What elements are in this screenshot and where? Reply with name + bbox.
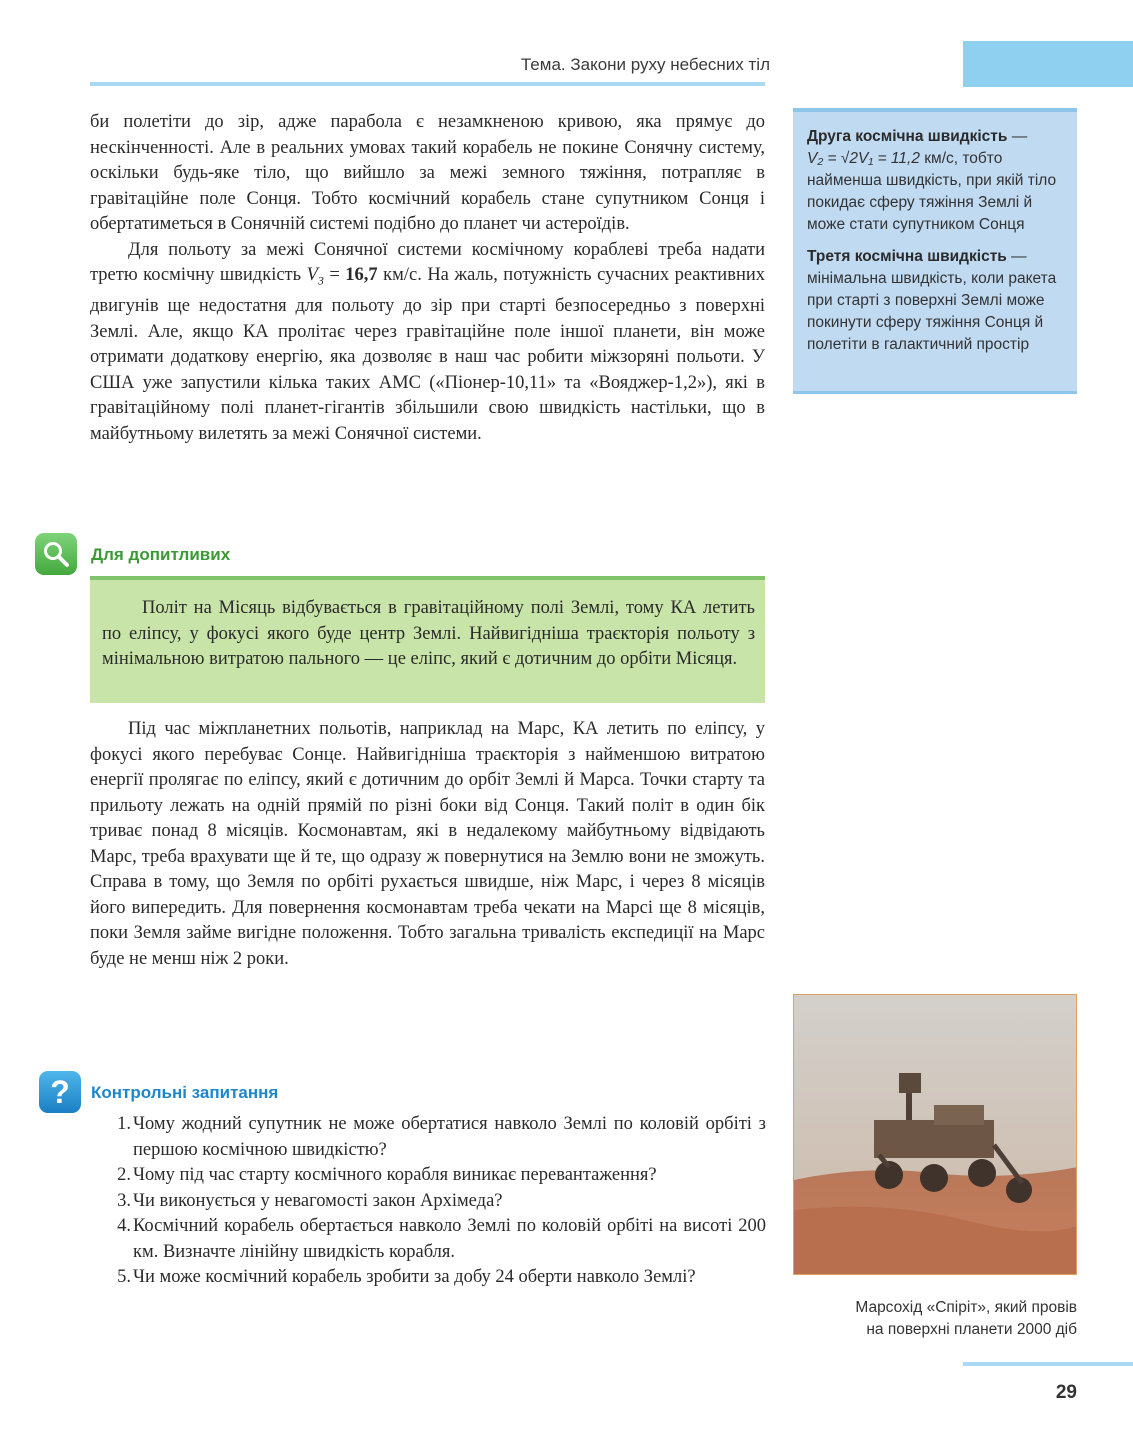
running-header: Тема. Закони руху небесних тіл (520, 55, 770, 74)
question-icon: ? (39, 1071, 81, 1113)
list-item: 4. Космічний корабель обертається навколо Землі по коловій орбіті на висоті 200 км. Визначте лінійну швидкість корабля. (117, 1216, 766, 1262)
list-item: 2. Чому під час старту космічного корабля виникає перевантаження? (117, 1165, 657, 1185)
questions-list (104, 1112, 766, 1291)
intro-section (90, 110, 765, 447)
third-speed-formula: $V_3 = 16,7$ (306, 265, 378, 288)
definition-second-speed: Друга космічна швидкість — V₂ = √2V₁ = 11,2 км/с, тобто найменша швидкість, при якій тіло покидає сферу тяжіння Землі й може стати супутником Сонця (807, 128, 1057, 233)
intro-paragraph-2: Для польоту за межі Сонячної системи космічному кораблеві треба надати третю космічну швидкість $V_3 = 16,7$ км/с. На жаль, потужність сучасних реактивних двигунів ще недостатня для польоту до зір при старті безпосередньо з поверхні Землі. Але, якщо КА пролітає через гравітаційне поле іншої планети, він може отримати додаткову енергію, яка дозволяє в наш час робити міжзоряні польоти. У США уже запустили кілька таких АМС («Піонер-10,11» та «Вояджер-1,2»), які в гравітаційному полі планет-гігантів збільшили свою швидкість настільки, що в майбутньому вилетять за межі Сонячної системи. (90, 239, 765, 444)
mars-section (90, 717, 765, 972)
magnifier-icon (35, 533, 77, 575)
curious-section-title: Для допитливих (91, 545, 231, 564)
definitions-sidebar (793, 108, 1077, 394)
curious-box (90, 576, 765, 703)
list-item: 5. Чи може космічний корабель зробити за добу 24 оберти навколо Землі? (117, 1267, 696, 1287)
mars-rover-photo (793, 994, 1077, 1275)
second-speed-formula: V₂ = √2V₁ = 11,2 (807, 150, 920, 167)
footer-rule (963, 1362, 1133, 1366)
header-rule (90, 82, 765, 86)
definition-third-speed: Третя космічна швидкість — мінімальна швидкість, коли ракета при старті з поверхні Землі може покинути сферу тяжіння Сонця й полетіти в галактичний простір (807, 248, 1057, 353)
photo-caption: Марсохід «Спіріт», який провів на поверхні планети 2000 діб (855, 1299, 1077, 1338)
curious-text: Політ на Місяць відбувається в гравітаційному полі Землі, тому КА летить по еліпсу, у фокусі якого буде центр Землі. Найвигідніша траєкторія польоту з мінімальною витратою пального — це еліпс, який є дотичним до орбіти Місяця. (102, 598, 755, 669)
intro-paragraph-1: би полетіти до зір, адже парабола є незамкненою кривою, яка прямує до нескінченності. Але в реальних умовах такий корабель не покине Сонячну систему, оскільки будь-яке тіло, що вийшло за межі земного тяжіння, потрапляє в гравітаційне поле Сонця. Тобто космічний корабель стане супутником Сонця і обертатиметься в Сонячній системі подібно до планет чи астероїдів. (90, 112, 765, 234)
list-item: 3. Чи виконується у невагомості закон Архімеда? (117, 1190, 503, 1211)
page-number: 29 (1055, 1382, 1077, 1403)
list-item: 1. Чому жодний супутник не може обертатися навколо Землі по коловій орбіті з першою космічною швидкістю? (117, 1114, 766, 1160)
questions-section-title: Контрольні запитання (91, 1083, 279, 1102)
header-color-tab (963, 41, 1133, 87)
mars-paragraph: Під час міжпланетних польотів, наприклад на Марс, КА летить по еліпсу, у фокусі якого перебуває Сонце. Найвигідніша траєкторія з найменшою витратою енергії пролягає по еліпсу, який є дотичним до орбіт Землі й Марса. Точки старту та прильоту лежать на одній прямій по різні боки від Сонця. Такий політ в один бік триває понад 8 місяців. Космонавтам, які в недалекому майбутньому відвідають Марс, треба врахувати ще й те, що одразу ж повернутися на Землю вони не зможуть. Справа в тому, що Земля по орбіті рухається швидше, ніж Марс, і через 8 місяців його випередить. Для повернення космонавтам треба чекати на Марсі ще 8 місяців, поки Земля займе вигідне положення. Тобто загальна тривалість експедиції на Марс буде не менш ніж 2 роки. (90, 719, 765, 969)
